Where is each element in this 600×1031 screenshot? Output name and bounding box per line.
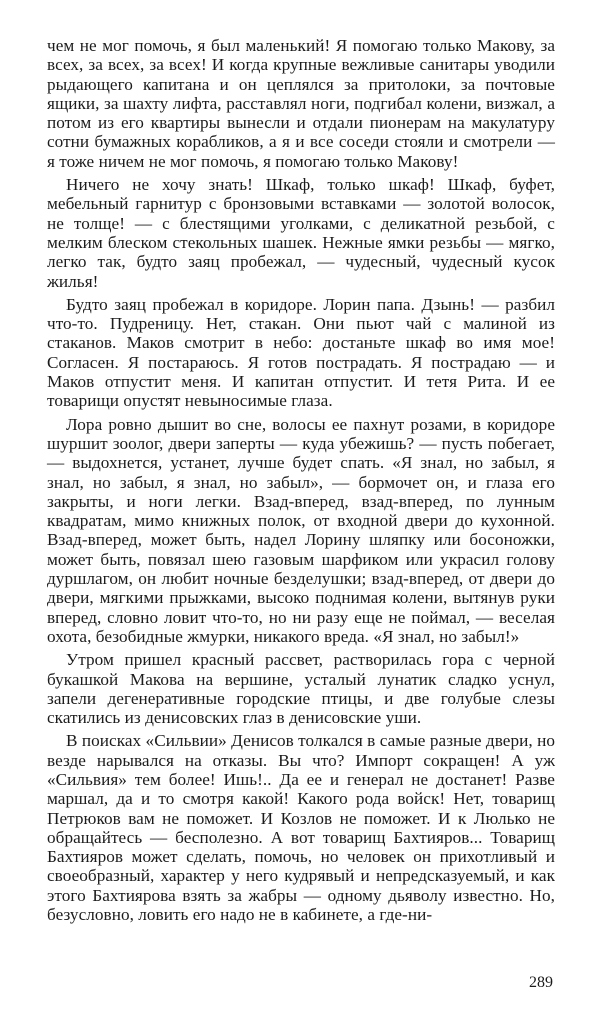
- paragraph-2: Ничего не хочу знать! Шкаф, только шкаф! Шкаф, буфет, мебельный гарнитур с бронзовыми вставками — золотой волосок, не толще! — с блестящими уголками, с деликатной резьбой, с мелким блеском стекольных шашек. Нежные ямки резьбы — мягко, легко так, будто заяц пробежал, — чудесный, чудесный кусок жилья!: [47, 175, 555, 291]
- paragraph-6: В поисках «Сильвии» Денисов толкался в самые разные двери, но везде нарывался на отказы. Вы что? Импорт сокращен! А уж «Сильвия» тем более! Ишь!.. Да ее и генерал не достанет! Разве маршал, да и то смотря какой! Какого рода войск! Нет, товарищ Петрюков вам не поможет. И Козлов не поможет. И к Люлько не обращайтесь — бесполезно. А вот товарищ Бахтияров... Товарищ Бахтияров может сделать, помочь, но человек он прихотливый и своеобразный, характер у него кудрявый и непредсказуемый, и как этого Бахтиярова взять за жабры — одному дьяволу известно. Но, безусловно, ловить его надо не в кабинете, а где-ни-: [47, 731, 555, 925]
- paragraph-5: Утром пришел красный рассвет, растворилась гора с черной букашкой Макова на вершине, усталый лунатик сладко уснул, запели дегенеративные городские птицы, и две голубые слезы скатились из денисовских глаз в денисовские уши.: [47, 650, 555, 728]
- book-page: [47, 36, 555, 1016]
- body-text: [47, 36, 555, 924]
- paragraph-1: чем не мог помочь, я был маленький! Я помогаю только Макову, за всех, за всех, за всех! И когда крупные вежливые санитары уводили рыдающего капитана и он цеплялся за притолоки, за почтовые ящики, за шахту лифта, расставлял ноги, подгибал колени, визжал, а потом из его квартиры вынесли и отдали пионерам на макулатуру сотни бумажных корабликов, а я и все соседи стояли и смотрели — я тоже ничем не мог помочь, я помогаю только Макову!: [47, 36, 555, 171]
- paragraph-4: Лора ровно дышит во сне, волосы ее пахнут розами, в коридоре шуршит зоолог, двери заперты — куда убежишь? — пусть побегает, — выдохнется, устанет, лучше будет спать. «Я знал, но забыл, я знал, но забыл, я знал, но забыл», — бормочет он, и глаза его закрыты, и ноги легки. Взад-вперед, взад-вперед, по лунным квадратам, мимо книжных полок, от входной двери до кухонной. Взад-вперед, может быть, надел Лорину шляпку или босоножки, может быть, повязал шею газовым шарфиком или украсил голову дуршлагом, он любит ночные безделушки; взад-вперед, от двери до двери, мягкими прыжками, высоко поднимая колени, вытянув руки вперед, словно ловит что-то, но ни разу еще не поймал, — веселая охота, безобидные жмурки, никакого вреда. «Я знал, но забыл!»: [47, 414, 555, 646]
- paragraph-3: Будто заяц пробежал в коридоре. Лорин папа. Дзынь! — разбил что-то. Пудреницу. Нет, стакан. Они пьют чай с малиной из стаканов. Маков смотрит в небо: достаньте шкаф во имя мое! Согласен. Я постараюсь. Я готов пострадать. Я пострадаю — и Маков отпустит меня. И капитан отпустит. И тетя Рита. И ее товарищи опустят невыносимые глаза.: [47, 294, 555, 411]
- page-number: 289: [529, 974, 553, 991]
